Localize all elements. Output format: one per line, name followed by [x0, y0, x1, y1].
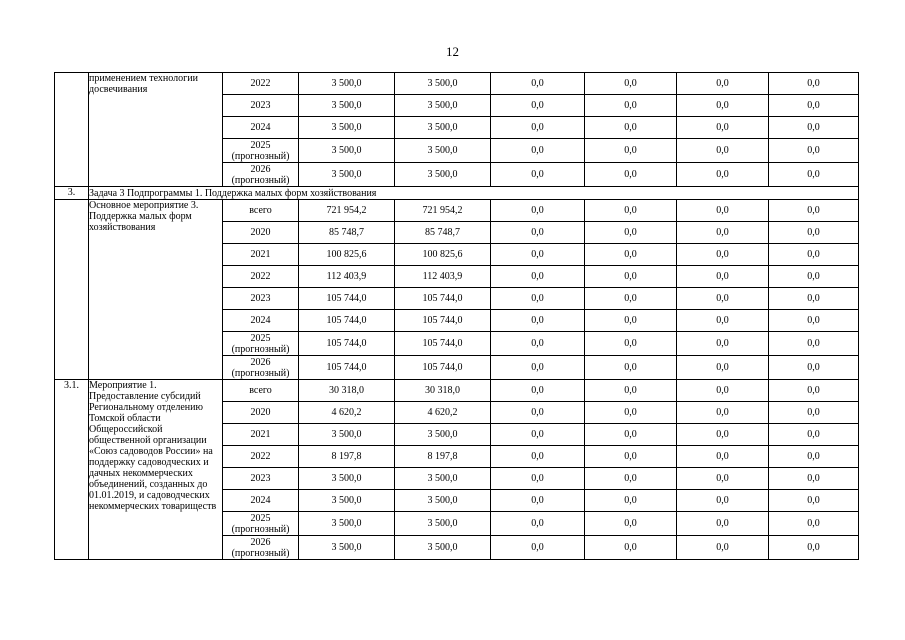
- year-cell: 2022: [223, 446, 299, 468]
- value-cell: 0,0: [769, 222, 859, 244]
- value-cell: 0,0: [585, 222, 677, 244]
- value-cell: 0,0: [491, 95, 585, 117]
- row-number: 3.1.: [55, 380, 89, 560]
- year-cell: 2024: [223, 490, 299, 512]
- year-cell: всего: [223, 200, 299, 222]
- value-cell: 112 403,9: [299, 266, 395, 288]
- value-cell: 105 744,0: [395, 332, 491, 356]
- value-cell: 0,0: [585, 490, 677, 512]
- value-cell: 0,0: [677, 117, 769, 139]
- value-cell: 0,0: [585, 163, 677, 187]
- value-cell: 0,0: [677, 73, 769, 95]
- value-cell: 0,0: [769, 380, 859, 402]
- value-cell: 0,0: [585, 446, 677, 468]
- value-cell: 105 744,0: [299, 310, 395, 332]
- value-cell: 0,0: [677, 512, 769, 536]
- value-cell: 0,0: [769, 266, 859, 288]
- value-cell: 0,0: [677, 490, 769, 512]
- value-cell: 0,0: [769, 73, 859, 95]
- value-cell: 0,0: [769, 200, 859, 222]
- value-cell: 0,0: [491, 288, 585, 310]
- value-cell: 0,0: [769, 490, 859, 512]
- value-cell: 721 954,2: [395, 200, 491, 222]
- value-cell: 3 500,0: [299, 95, 395, 117]
- value-cell: 3 500,0: [395, 73, 491, 95]
- value-cell: 0,0: [677, 356, 769, 380]
- value-cell: 0,0: [491, 424, 585, 446]
- value-cell: 0,0: [585, 402, 677, 424]
- value-cell: 100 825,6: [395, 244, 491, 266]
- value-cell: 3 500,0: [395, 139, 491, 163]
- value-cell: 0,0: [491, 200, 585, 222]
- value-cell: 0,0: [491, 310, 585, 332]
- value-cell: 0,0: [677, 536, 769, 560]
- year-cell: 2025 (прогнозный): [223, 512, 299, 536]
- value-cell: 0,0: [769, 468, 859, 490]
- value-cell: 3 500,0: [299, 536, 395, 560]
- value-cell: 0,0: [585, 117, 677, 139]
- value-cell: 0,0: [491, 332, 585, 356]
- value-cell: 0,0: [491, 244, 585, 266]
- value-cell: 30 318,0: [395, 380, 491, 402]
- value-cell: 0,0: [769, 424, 859, 446]
- row-number: 3.: [55, 187, 89, 200]
- row-number: [55, 73, 89, 187]
- value-cell: 0,0: [491, 266, 585, 288]
- value-cell: 3 500,0: [395, 468, 491, 490]
- value-cell: 8 197,8: [299, 446, 395, 468]
- value-cell: 0,0: [585, 536, 677, 560]
- value-cell: 0,0: [677, 266, 769, 288]
- year-cell: 2026 (прогнозный): [223, 536, 299, 560]
- value-cell: 0,0: [491, 73, 585, 95]
- table-row: [55, 73, 859, 95]
- year-cell: 2026 (прогнозный): [223, 356, 299, 380]
- row-number: [55, 200, 89, 380]
- value-cell: 0,0: [677, 310, 769, 332]
- value-cell: 0,0: [491, 380, 585, 402]
- value-cell: 0,0: [491, 536, 585, 560]
- value-cell: 0,0: [585, 139, 677, 163]
- year-cell: 2024: [223, 310, 299, 332]
- value-cell: 3 500,0: [299, 73, 395, 95]
- value-cell: 3 500,0: [395, 424, 491, 446]
- value-cell: 0,0: [677, 446, 769, 468]
- value-cell: 0,0: [769, 446, 859, 468]
- value-cell: 0,0: [677, 200, 769, 222]
- value-cell: 112 403,9: [395, 266, 491, 288]
- value-cell: 3 500,0: [299, 139, 395, 163]
- task-title: Задача 3 Подпрограммы 1. Поддержка малых форм хозяйствования: [89, 187, 859, 200]
- value-cell: 0,0: [491, 139, 585, 163]
- value-cell: 0,0: [491, 163, 585, 187]
- value-cell: 85 748,7: [299, 222, 395, 244]
- value-cell: 0,0: [677, 95, 769, 117]
- value-cell: 0,0: [677, 222, 769, 244]
- value-cell: 0,0: [585, 200, 677, 222]
- value-cell: 0,0: [491, 490, 585, 512]
- value-cell: 0,0: [769, 117, 859, 139]
- value-cell: 3 500,0: [395, 512, 491, 536]
- year-cell: 2020: [223, 222, 299, 244]
- budget-table: [54, 72, 859, 560]
- table-row: [55, 200, 859, 222]
- value-cell: 3 500,0: [395, 490, 491, 512]
- value-cell: 0,0: [769, 244, 859, 266]
- table-row: [55, 380, 859, 402]
- value-cell: 0,0: [677, 424, 769, 446]
- year-cell: 2022: [223, 266, 299, 288]
- year-cell: 2023: [223, 95, 299, 117]
- value-cell: 105 744,0: [395, 356, 491, 380]
- value-cell: 105 744,0: [395, 288, 491, 310]
- year-cell: 2021: [223, 244, 299, 266]
- year-cell: 2025 (прогнозный): [223, 139, 299, 163]
- value-cell: 0,0: [491, 222, 585, 244]
- year-cell: всего: [223, 380, 299, 402]
- value-cell: 0,0: [769, 139, 859, 163]
- value-cell: 0,0: [769, 95, 859, 117]
- value-cell: 0,0: [769, 310, 859, 332]
- value-cell: 0,0: [677, 402, 769, 424]
- value-cell: 100 825,6: [299, 244, 395, 266]
- year-cell: 2024: [223, 117, 299, 139]
- value-cell: 0,0: [677, 288, 769, 310]
- value-cell: 0,0: [677, 244, 769, 266]
- value-cell: 85 748,7: [395, 222, 491, 244]
- value-cell: 0,0: [491, 402, 585, 424]
- year-cell: 2023: [223, 288, 299, 310]
- value-cell: 3 500,0: [299, 424, 395, 446]
- year-cell: 2025 (прогнозный): [223, 332, 299, 356]
- value-cell: 0,0: [769, 356, 859, 380]
- value-cell: 0,0: [769, 288, 859, 310]
- value-cell: 0,0: [585, 310, 677, 332]
- value-cell: 0,0: [585, 266, 677, 288]
- value-cell: 0,0: [677, 380, 769, 402]
- table-body: [55, 73, 859, 560]
- value-cell: 0,0: [677, 468, 769, 490]
- value-cell: 4 620,2: [299, 402, 395, 424]
- value-cell: 0,0: [585, 380, 677, 402]
- value-cell: 0,0: [491, 356, 585, 380]
- value-cell: 0,0: [491, 468, 585, 490]
- value-cell: 4 620,2: [395, 402, 491, 424]
- value-cell: 3 500,0: [299, 117, 395, 139]
- value-cell: 0,0: [585, 512, 677, 536]
- value-cell: 0,0: [677, 139, 769, 163]
- value-cell: 0,0: [491, 446, 585, 468]
- activity-name: применением технологии досвечивания: [89, 73, 223, 187]
- year-cell: 2022: [223, 73, 299, 95]
- value-cell: 0,0: [491, 117, 585, 139]
- activity-name: Мероприятие 1. Предоставление субсидий Региональному отделению Томской области Общероссийской общественной организации «Союз садоводов России» на поддержку садоводческих и дачных некоммерческих объединений, созданных до 01.01.2019, и садоводческих некоммерческих товариществ: [89, 380, 223, 560]
- value-cell: 105 744,0: [299, 356, 395, 380]
- value-cell: 0,0: [585, 356, 677, 380]
- year-cell: 2023: [223, 468, 299, 490]
- value-cell: 0,0: [585, 244, 677, 266]
- value-cell: 0,0: [585, 73, 677, 95]
- value-cell: 0,0: [491, 512, 585, 536]
- value-cell: 721 954,2: [299, 200, 395, 222]
- value-cell: 3 500,0: [395, 95, 491, 117]
- value-cell: 30 318,0: [299, 380, 395, 402]
- value-cell: 0,0: [585, 288, 677, 310]
- value-cell: 3 500,0: [299, 163, 395, 187]
- value-cell: 105 744,0: [299, 332, 395, 356]
- task-row: [55, 187, 859, 200]
- value-cell: 0,0: [585, 424, 677, 446]
- year-cell: 2020: [223, 402, 299, 424]
- value-cell: 0,0: [585, 95, 677, 117]
- value-cell: 3 500,0: [299, 512, 395, 536]
- value-cell: 0,0: [769, 512, 859, 536]
- value-cell: 105 744,0: [299, 288, 395, 310]
- value-cell: 0,0: [769, 163, 859, 187]
- value-cell: 3 500,0: [395, 536, 491, 560]
- value-cell: 0,0: [769, 332, 859, 356]
- value-cell: 0,0: [769, 402, 859, 424]
- year-cell: 2021: [223, 424, 299, 446]
- year-cell: 2026 (прогнозный): [223, 163, 299, 187]
- value-cell: 3 500,0: [395, 117, 491, 139]
- value-cell: 0,0: [677, 163, 769, 187]
- value-cell: 3 500,0: [395, 163, 491, 187]
- value-cell: 105 744,0: [395, 310, 491, 332]
- value-cell: 0,0: [769, 536, 859, 560]
- activity-name: Основное мероприятие 3. Поддержка малых форм хозяйствования: [89, 200, 223, 380]
- value-cell: 3 500,0: [299, 468, 395, 490]
- value-cell: 0,0: [585, 468, 677, 490]
- value-cell: 3 500,0: [299, 490, 395, 512]
- value-cell: 0,0: [677, 332, 769, 356]
- value-cell: 8 197,8: [395, 446, 491, 468]
- value-cell: 0,0: [585, 332, 677, 356]
- page-number: 12: [446, 44, 459, 59]
